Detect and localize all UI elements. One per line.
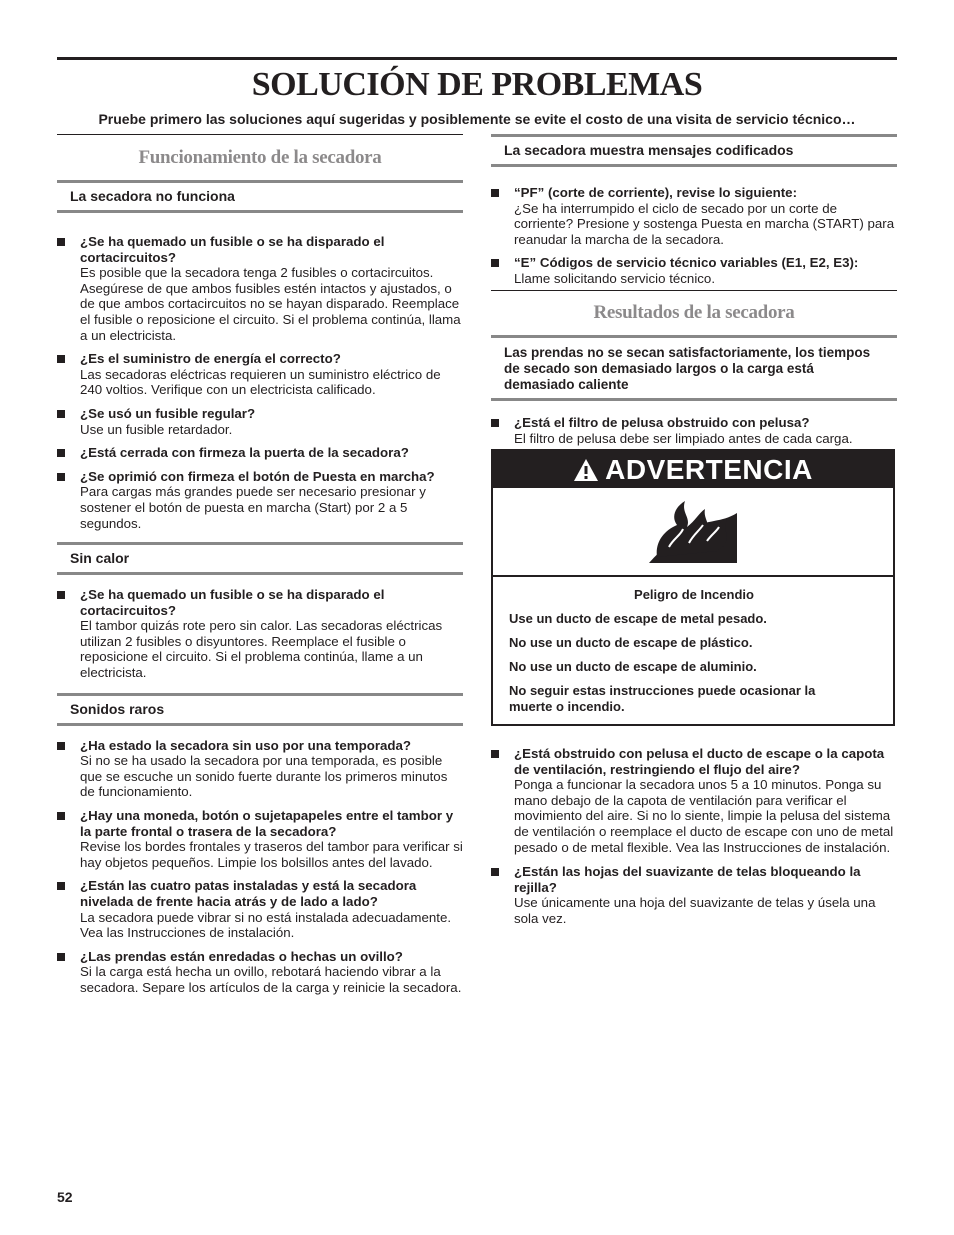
- question: ¿Es el suministro de energía el correcto?: [80, 351, 341, 367]
- right-column: [491, 134, 897, 295]
- answer: ¿Se ha interrumpido el ciclo de secado por un corte de corriente? Presione y sostenga Puesta en marcha (START) para reanudar la marcha de la secadora.: [514, 200, 895, 247]
- bullet-icon: [491, 259, 499, 267]
- bullet-icon: [491, 868, 499, 876]
- question: ¿Están las cuatro patas instaladas y está la secadora nivelada de frente hacia atrás y de lado a lado?: [80, 878, 417, 909]
- warning-band: [493, 451, 893, 488]
- answer: El tambor quizás rote pero sin calor. Las secadoras eléctricas utilizan 2 fusibles o disyuntores. Reemplace el fusible o reposicione el circuito. Si el problema continúa, llame a un electricista.: [80, 618, 443, 681]
- list-item: [57, 738, 463, 800]
- answer: Use únicamente una hoja del suavizante de telas y úsela una sola vez.: [514, 895, 876, 926]
- subheading-sonidos-raros: Sonidos raros: [57, 693, 463, 726]
- bullet-icon: [57, 355, 65, 363]
- bullet-icon: [57, 882, 65, 890]
- section-rule: [57, 134, 463, 135]
- list-no-funciona: [57, 234, 463, 531]
- bullet-icon: [57, 742, 65, 750]
- fire-icon: [647, 499, 739, 565]
- question: ¿Están las hojas del suavizante de telas bloqueando la rejilla?: [514, 864, 861, 895]
- answer: Las secadoras eléctricas requieren un suministro eléctrico de 240 voltios. Verifique con un electricista calificado.: [80, 366, 441, 398]
- bullet-icon: [57, 238, 65, 246]
- answer: Para cargas más grandes puede ser necesario presionar y sostener el botón de puesta en marcha (Start) por 2 a 5 segundos.: [80, 484, 426, 531]
- list-resultados-1: [491, 415, 897, 446]
- section-title-results: Resultados de la secadora: [593, 302, 795, 323]
- list-item: [491, 255, 897, 286]
- question: ¿Las prendas están enredadas o hechas un ovillo?: [80, 948, 403, 964]
- warning-hazard: Peligro de Incendio: [634, 587, 754, 602]
- answer: Es posible que la secadora tenga 2 fusibles o cortacircuitos. Asegúrese de que ambos fusibles estén intactos y ajustados, o de que ambos cortacircuitos no se hayan disparado. Reemplace el fusible o reposicione el circuito. Si el problema continúa, llama a un electricista.: [80, 265, 461, 343]
- warning-line: No use un ducto de escape de aluminio.: [509, 659, 757, 674]
- top-rule: [57, 57, 897, 60]
- answer: Llame solicitando servicio técnico.: [514, 270, 716, 286]
- bullet-icon: [57, 449, 65, 457]
- section-title-operation: Funcionamiento de la secadora: [138, 147, 382, 168]
- question: ¿Está obstruido con pelusa el ducto de escape o la capota de ventilación, restringiendo el flujo del aire?: [514, 746, 885, 777]
- answer: La secadora puede vibrar si no está instalada adecuadamente. Vea las Instrucciones de instalación.: [80, 909, 452, 941]
- fire-hazard-pictogram: [493, 488, 893, 577]
- list-item: [491, 185, 897, 247]
- list-item: [57, 949, 463, 996]
- question: ¿Está cerrada con firmeza la puerta de la secadora?: [80, 445, 409, 461]
- bullet-icon: [57, 591, 65, 599]
- question: ¿Hay una moneda, botón o sujetapapeles entre el tambor y la parte frontal o trasera de la secadora?: [80, 808, 454, 839]
- question: ¿Ha estado la secadora sin uso por una temporada?: [80, 737, 412, 753]
- answer: Use un fusible retardador.: [80, 421, 233, 437]
- list-item: [57, 445, 463, 461]
- left-column: [57, 134, 463, 1004]
- bullet-icon: [57, 812, 65, 820]
- list-item: [57, 234, 463, 343]
- bullet-icon: [491, 189, 499, 197]
- answer: Ponga a funcionar la secadora unos 5 a 10 minutos. Ponga su mano debajo de la capota de ventilación para verificar el movimiento del aire. Si no lo siente, limpie la pelusa del sistema de ventilación o reemplace el ducto de escape con uno de metal pesado o de metal flexible. Vea las Instrucciones de instalación.: [514, 777, 894, 855]
- list-item: [491, 746, 897, 855]
- intro-text: Pruebe primero las soluciones aquí sugeridas y posiblemente se evite el costo de una visita de servicio técnico…: [98, 111, 856, 127]
- list-item: [57, 878, 463, 940]
- answer: Si la carga está hecha un ovillo, rebotará haciendo vibrar a la secadora. Separe los artículos de la carga y reinicie la secadora.: [80, 964, 462, 995]
- bullet-icon: [57, 410, 65, 418]
- section-rule: [491, 290, 897, 291]
- bullet-icon: [57, 473, 65, 481]
- question: “E” Códigos de servicio técnico variables (E1, E2, E3):: [514, 255, 859, 271]
- subheading-resultados: Las prendas no se secan satisfactoriamente, los tiempos de secado son demasiado largos o la carga está demasiado caliente: [491, 335, 897, 401]
- warning-line: No use un ducto de escape de plástico.: [509, 635, 753, 650]
- list-item: [57, 406, 463, 437]
- warning-box: [491, 449, 895, 726]
- question: ¿Está el filtro de pelusa obstruido con pelusa?: [514, 415, 810, 430]
- list-sonidos-raros: [57, 738, 463, 996]
- subheading-codigos: La secadora muestra mensajes codificados: [491, 134, 897, 167]
- list-item: [491, 864, 897, 926]
- list-codigos: [491, 185, 897, 287]
- list-sin-calor: [57, 587, 463, 681]
- list-resultados-2: [491, 746, 897, 927]
- page-number: 52: [57, 1189, 73, 1205]
- list-item: [57, 351, 463, 398]
- warning-line: Use un ducto de escape de metal pesado.: [509, 611, 767, 626]
- answer: Revise los bordes frontales y traseros del tambor para verificar si hay objetos pequeños. Limpie los bolsillos antes del lavado.: [80, 839, 463, 870]
- answer: Si no se ha usado la secadora por una temporada, es posible que se escuche un sonido fuerte durante los primeros minutos de funcionamiento.: [80, 753, 448, 800]
- page-title: SOLUCIÓN DE PROBLEMAS: [251, 66, 703, 103]
- warning-label: ADVERTENCIA: [605, 453, 813, 485]
- bullet-icon: [491, 750, 499, 758]
- list-item: [57, 587, 463, 681]
- list-item: [57, 469, 463, 531]
- question: ¿Se ha quemado un fusible o se ha disparado el cortacircuitos?: [80, 234, 385, 265]
- question: ¿Se ha quemado un fusible o se ha disparado el cortacircuitos?: [80, 587, 385, 618]
- warning-text: [493, 577, 893, 715]
- bullet-icon: [491, 419, 499, 427]
- right-results-2: [491, 746, 897, 935]
- warning-triangle-icon: [573, 458, 599, 482]
- subheading-sin-calor: Sin calor: [57, 542, 463, 575]
- right-results: [491, 290, 897, 454]
- list-item: [491, 415, 897, 446]
- answer: El filtro de pelusa debe ser limpiado antes de cada carga.: [514, 430, 853, 446]
- warning-line: No seguir estas instrucciones puede ocasionar la muerte o incendio.: [509, 683, 816, 714]
- question: ¿Se oprimió con firmeza el botón de Puesta en marcha?: [80, 468, 435, 484]
- list-item: [57, 808, 463, 870]
- question: “PF” (corte de corriente), revise lo siguiente:: [514, 185, 798, 200]
- bullet-icon: [57, 953, 65, 961]
- subheading-no-funciona: La secadora no funciona: [57, 180, 463, 213]
- question: ¿Se usó un fusible regular?: [80, 405, 256, 421]
